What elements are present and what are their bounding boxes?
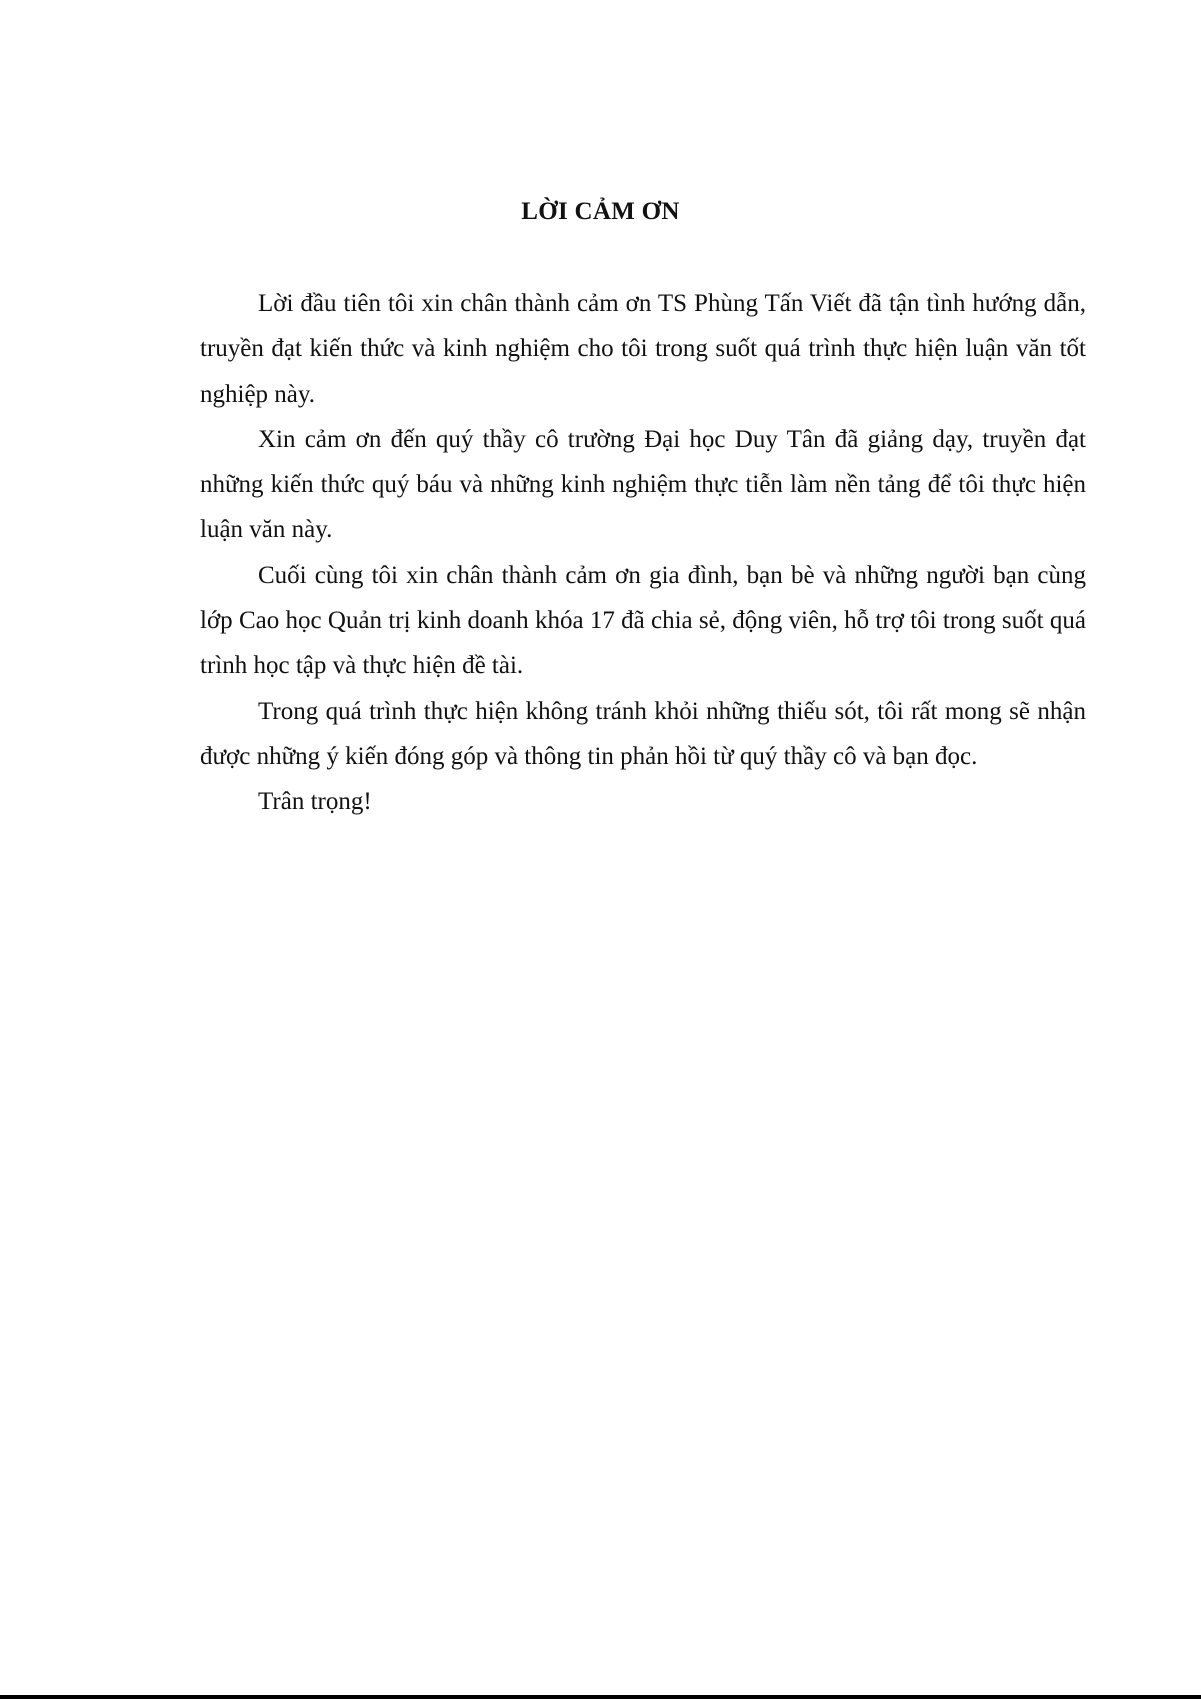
- document-body: [200, 281, 1086, 825]
- paragraph-thanks-supervisor: Lời đầu tiên tôi xin chân thành cảm ơn TS Phùng Tấn Viết đã tận tình hướng dẫn, truyền đạt kiến thức và kinh nghiệm cho tôi trong suốt quá trình thực hiện luận văn tốt nghiệp này.: [200, 290, 1086, 408]
- closing-line: Trân trọng!: [258, 788, 372, 816]
- page-title: LỜI CẢM ƠN: [521, 198, 680, 225]
- page-bottom-border: [0, 1695, 1201, 1699]
- paragraph-thanks-teachers: Xin cảm ơn đến quý thầy cô trường Đại học Duy Tân đã giảng dạy, truyền đạt những kiến thức quý báu và những kinh nghiệm thực tiễn làm nền tảng để tôi thực hiện luận văn này.: [200, 425, 1086, 544]
- paragraph-thanks-family: Cuối cùng tôi xin chân thành cảm ơn gia đình, bạn bè và những người bạn cùng lớp Cao học Quản trị kinh doanh khóa 17 đã chia sẻ, động viên, hỗ trợ tôi trong suốt quá trình học tập và thực hiện đề tài.: [200, 561, 1086, 680]
- paragraph-feedback-request: Trong quá trình thực hiện không tránh khỏi những thiếu sót, tôi rất mong sẽ nhận được những ý kiến đóng góp và thông tin phản hồi từ quý thầy cô và bạn đọc.: [200, 697, 1086, 770]
